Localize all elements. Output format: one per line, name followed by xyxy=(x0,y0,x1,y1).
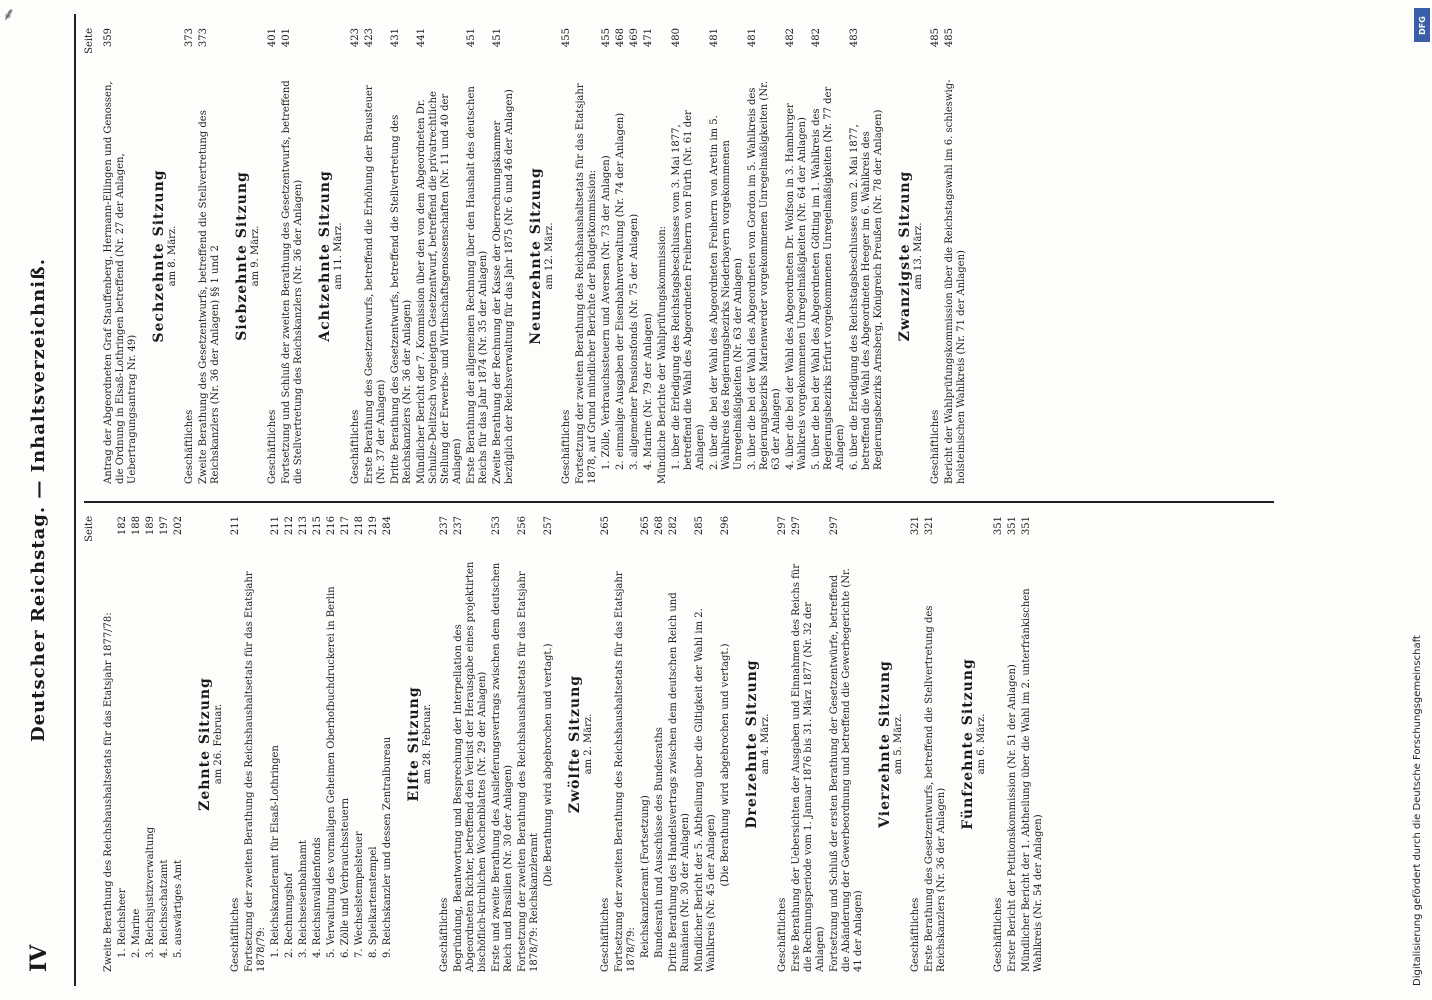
toc-entry xyxy=(575,28,599,484)
sitzung-title: Zehnte Sitzung xyxy=(197,677,213,811)
toc-entry xyxy=(326,516,338,972)
entry-text: Dritte Berathung des Handelsvertrags zwischen dem deutschen Reich und Rumänien (Nr. 30 der Anlagen) xyxy=(668,592,691,972)
sitzung-date: am 5. März. xyxy=(893,713,904,775)
entry-text: Geschäftliches xyxy=(930,409,941,484)
column-divider xyxy=(84,501,1274,503)
entry-text: Antrag der Abgeordneten Graf Stauffenberg, Hermann-Ellingen und Genossen, die Ordnung in Elsaß-Lothringen betreffend (Nr. 27 der Anlagen, Uebertragungsantrag Nr. 49) xyxy=(103,81,138,484)
toc-entry xyxy=(184,28,196,484)
entry-text: Mündlicher Bericht der 5. Abtheilung über die Giltigkeit der Wahl im 2. Wahlkreis (Nr. 45 der Anlagen) xyxy=(694,608,717,972)
entry-text: Fortsetzung der zweiten Berathung des Reichshaushaltsetats für das Etatsjahr 1878, auf Grund mündlicher Berichte der Budgetkommission: xyxy=(575,83,598,484)
toc-entry xyxy=(453,516,489,972)
entry-text: Fortsetzung und Schluß der zweiten Berathung des Gesetzentwurfs, betreffend die Stellvertretung des Reichskanzlers (Nr. 36 der Anlagen) xyxy=(281,80,304,484)
entry-page: 351 xyxy=(1021,516,1032,536)
sitzung-date: am 2. März. xyxy=(583,713,594,775)
toc-entry xyxy=(694,516,718,972)
entry-page: 189 xyxy=(145,516,156,536)
entry-page: 321 xyxy=(924,516,935,536)
toc-entry xyxy=(117,516,129,972)
entry-text: 5. über die bei der Wahl des Abgeordneten Götting im 1. Wahlkreis des Regierungsbezirks Erfurt vorgekommenen Unregelmäßigkeiten (Nr. 77 der Anlagen) xyxy=(811,86,846,470)
toc-entry xyxy=(354,516,366,972)
entry-text: (Die Berathung wird abgebrochen und vertagt.) xyxy=(720,643,731,887)
entry-text: 3. allgemeiner Pensionsfonds (Nr. 75 der Anlagen) xyxy=(629,213,640,470)
toc-entry xyxy=(643,28,655,484)
right-entries xyxy=(103,28,968,484)
entry-text: Erste Berathung des Gesetzentwurfs, betreffend die Erhöhung der Brausteuer (Nr. 37 der Anlagen) xyxy=(364,85,387,484)
toc-entry xyxy=(281,28,305,484)
toc-entry xyxy=(491,516,515,972)
toc-entry xyxy=(657,28,669,484)
toc-entry xyxy=(747,28,783,484)
entry-page: 351 xyxy=(1007,516,1018,536)
page-number: IV xyxy=(26,944,52,972)
entry-text: 4. über die bei der Wahl des Abgeordneten Dr. Wolfson in 3. Hamburger Wahlkreis vorgekommenen Unregelmäßigkeiten (Nr. 64 der Anlagen) xyxy=(785,103,808,470)
entry-text: 2. Rechnungshof xyxy=(284,872,295,958)
entry-page: 373 xyxy=(198,28,209,48)
toc-entry xyxy=(671,28,707,484)
entry-text: Dritte Berathung des Gesetzentwurfs, betreffend die Stellvertretung des Reichskanzlers (Nr. 36 der Anlagen) xyxy=(390,114,413,484)
sitzung-date: am 26. Februar. xyxy=(213,703,224,785)
entry-page: 211 xyxy=(270,516,281,536)
entry-page: 297 xyxy=(829,516,840,536)
entry-text: Geschäftliches xyxy=(267,409,278,484)
entry-page: 351 xyxy=(993,516,1004,536)
sitzung-date: am 8. März. xyxy=(167,225,178,287)
entry-text: 4. Reichsinvalidenfonds xyxy=(312,837,323,958)
entry-page: 485 xyxy=(930,28,941,48)
toc-entry xyxy=(230,516,242,972)
entry-page: 215 xyxy=(312,516,323,536)
entry-page: 441 xyxy=(416,28,427,48)
entry-text: 6. Zölle und Verbrauchssteuern xyxy=(340,797,351,958)
toc-entry xyxy=(601,28,613,484)
entry-text: Mündliche Berichte der Wahlprüfungskommission: xyxy=(657,225,668,484)
toc-entry xyxy=(640,516,652,972)
entry-text: Zweite Berathung der Rechnung der Kasse der Oberrechnungskammer bezüglich der Reichsverwaltung für das Jahr 1875 (Nr. 6 und 46 der Anlagen) xyxy=(492,89,515,484)
entry-text: 7. Wechselstempelsteuer xyxy=(354,831,365,958)
entry-text: 5. auswärtiges Amt xyxy=(173,859,184,958)
entry-page: 485 xyxy=(944,28,955,48)
entry-text: 2. einmalige Ausgaben der Eisenbahnverwaltung (Nr. 74 der Anlagen) xyxy=(615,112,626,470)
entry-page: 237 xyxy=(453,516,464,536)
toc-entry xyxy=(312,516,324,972)
toc-entry xyxy=(785,28,809,484)
page-title: Deutscher Reichstag. — Inhaltsverzeichniß. xyxy=(28,258,49,743)
entry-page xyxy=(244,516,268,550)
entry-text: 4. Marine (Nr. 79 der Anlagen) xyxy=(643,313,654,470)
entry-text: Zweite Berathung des Gesetzentwurfs, betreffend die Stellvertretung des Reichskanzlers (Nr. 36 der Anlagen) §§ 1 und 2 xyxy=(198,110,221,484)
entry-text: 2. über die bei der Wahl des Abgeordneten Freiherrn von Aretin im 5. Wahlkreis des Regierungsbezirks Niederbayern vorgekommenen Unregelmäßigkeiten (Nr. 63 der Anlagen) xyxy=(709,115,744,470)
seite-label-right: Seite xyxy=(84,28,95,54)
entry-page: 237 xyxy=(439,516,450,536)
entry-text: 8. Spielkartenstempel xyxy=(368,846,379,958)
toc-entry xyxy=(198,28,222,484)
entry-page: 188 xyxy=(131,516,142,536)
entry-text: Erste und zweite Berathung des Auslieferungsvertrags zwischen dem deutschen Reich und Brasilien (Nr. 30 der Anlagen) xyxy=(491,562,514,972)
entry-text: Mündlicher Bericht der 1. Abtheilung über die Wahl im 2. unterfränkischen Wahlkreis (Nr. 54 der Anlagen) xyxy=(1021,588,1044,972)
toc-entry xyxy=(416,28,464,484)
toc-entry xyxy=(131,516,143,972)
entry-page: 296 xyxy=(720,516,731,536)
entry-page: 471 xyxy=(643,28,654,48)
entry-text: Geschäftliches xyxy=(777,897,788,972)
toc-entry xyxy=(615,28,627,484)
entry-text: Bericht der Wahlprüfungskommission über die Reichstagswahl im 6. schleswig-holsteinischen Wahlkreis (Nr. 71 der Anlagen) xyxy=(944,79,967,484)
seite-label: Seite xyxy=(84,516,95,542)
entry-page: 401 xyxy=(281,28,292,48)
sitzung-date: am 4. März. xyxy=(760,713,771,775)
entry-text: Erste Berathung der allgemeinen Rechnung über den Haushalt des deutschen Reichs für das Jahr 1874 (Nr. 35 der Anlagen) xyxy=(466,86,489,484)
toc-entry xyxy=(492,28,516,484)
toc-entry xyxy=(614,516,638,972)
entry-text: Geschäftliches xyxy=(910,897,921,972)
entry-page: 481 xyxy=(709,28,720,48)
entry-page: 359 xyxy=(103,28,114,48)
sitzung-title: Elfte Sitzung xyxy=(406,686,422,802)
toc-entry xyxy=(1007,516,1019,972)
toc-entry xyxy=(350,28,362,484)
entry-page: 297 xyxy=(777,516,788,536)
toc-entry xyxy=(267,28,279,484)
toc-entry xyxy=(517,516,541,972)
sitzung-date: am 9. März. xyxy=(250,225,261,287)
entry-text: Reichskanzleramt (Fortsetzung) xyxy=(640,795,651,958)
entry-text: 1. Zölle, Verbrauchssteuern und Aversen (Nr. 73 der Anlagen) xyxy=(601,155,612,470)
page-header xyxy=(22,14,62,986)
entry-page: 253 xyxy=(491,516,502,536)
entry-page: 216 xyxy=(326,516,337,536)
toc-entry xyxy=(159,516,171,972)
entry-page: 455 xyxy=(601,28,612,48)
entry-text: Geschäftliches xyxy=(561,409,572,484)
entry-text: 5. Verwaltung des vormaligen Geheimen Oberhofbuchdruckerei in Berlin xyxy=(326,586,337,958)
toc-entry xyxy=(629,28,641,484)
toc-entry xyxy=(791,516,827,972)
entry-page: 211 xyxy=(230,516,241,536)
entry-text: 3. über die bei der Wahl des Abgeordneten von Gordon im 5. Wahlkreis des Regierungsbezirks Marienwerder vorgekommenen Unregelmäßigkeiten (Nr. 63 der Anlagen) xyxy=(747,81,782,470)
entry-page: 482 xyxy=(811,28,822,48)
sitzung-title: Zwölfte Sitzung xyxy=(567,674,583,814)
entry-page: 217 xyxy=(340,516,351,536)
toc-entry xyxy=(364,28,388,484)
toc-entry xyxy=(466,28,490,484)
sitzung-date: am 28. Februar. xyxy=(422,703,433,785)
toc-entry xyxy=(829,516,865,972)
toc-entry xyxy=(668,516,692,972)
entry-page: 256 xyxy=(517,516,528,536)
entry-page: 213 xyxy=(298,516,309,536)
toc-entry xyxy=(777,516,789,972)
entry-text: Bundesrath und Ausschüsse des Bundesraths xyxy=(654,727,665,958)
entry-text: Geschäftliches xyxy=(230,897,241,972)
sitzung-title: Vierzehnte Sitzung xyxy=(877,660,893,828)
toc-entry xyxy=(600,516,612,972)
toc-entry xyxy=(284,516,296,972)
toc-entry xyxy=(382,516,394,972)
sitzung-date: am 6. März. xyxy=(976,713,987,775)
entry-page: 482 xyxy=(785,28,796,48)
funding-note: Digitalisierung gefördert durch die Deutsche Forschungsgemeinschaft xyxy=(1412,635,1423,986)
toc-entry xyxy=(849,28,885,484)
entry-text: Geschäftliches xyxy=(350,409,361,484)
entry-text: Geschäftliches xyxy=(184,409,195,484)
entry-text: Fortsetzung der zweiten Berathung des Reichshaushaltsetats für das Etatsjahr 1878/79: xyxy=(614,571,637,972)
entry-page xyxy=(657,28,669,62)
entry-text: Geschäftliches xyxy=(993,897,1004,972)
sitzung-title: Siebzehnte Sitzung xyxy=(234,171,250,341)
toc-entry xyxy=(944,28,968,484)
entry-text: Fortsetzung der zweiten Berathung des Reichshaushaltsetats für das Etatsjahr 1878/79: xyxy=(244,571,267,972)
entry-page: 257 xyxy=(543,516,554,536)
toc-entry xyxy=(709,28,745,484)
entry-text: 2. Marine xyxy=(131,908,142,958)
entry-page: 182 xyxy=(117,516,128,536)
entry-page: 373 xyxy=(184,28,195,48)
entry-text: Begründung, Beantwortung und Besprechung der Interpellation des Abgeordneten Richter, betreffend den Verlust der Herausgabe eines projektirten bischöflich-kirchlichen Wochenblattes (Nr. 29 der Anlagen) xyxy=(453,561,488,972)
sitzung-date: am 12. März. xyxy=(544,222,555,290)
entry-text: 1. Reichsheer xyxy=(117,888,128,958)
entry-text: 3. Reichseisenbahnamt xyxy=(298,840,309,958)
sitzung-title: Sechzehnte Sitzung xyxy=(151,169,167,343)
entry-page: 469 xyxy=(629,28,640,48)
toc-entry xyxy=(298,516,310,972)
toc-entry xyxy=(930,28,942,484)
entry-page: 423 xyxy=(350,28,361,48)
entry-page xyxy=(575,28,599,62)
note-entry xyxy=(543,516,555,972)
note-entry xyxy=(720,516,732,972)
left-entries xyxy=(103,516,1045,972)
entry-page: 265 xyxy=(640,516,651,536)
sitzung-title: Achtzehnte Sitzung xyxy=(317,170,333,342)
toc-entry xyxy=(924,516,948,972)
toc-entry xyxy=(1021,516,1045,972)
toc-entry xyxy=(390,28,414,484)
toc-entry xyxy=(270,516,282,972)
entry-page: 481 xyxy=(747,28,758,48)
entry-page: 285 xyxy=(694,516,705,536)
toc-entry xyxy=(910,516,922,972)
entry-text: Erste Berathung des Gesetzentwurfs, betreffend die Stellvertretung des Reichskanzlers (Nr. 36 der Anlagen) xyxy=(924,605,947,972)
entry-page: 212 xyxy=(284,516,295,536)
entry-page: 282 xyxy=(668,516,679,536)
entry-text: 1. über die Erledigung des Reichstagsbeschlusses vom 3. Mai 1877, betreffend die Wahl des Abgeordneten Freiherrn von Fürth (Nr. 61 der Anlagen) xyxy=(671,110,706,470)
right-column xyxy=(84,28,970,484)
entry-text: Geschäftliches xyxy=(600,897,611,972)
sitzung-title: Fünfzehnte Sitzung xyxy=(960,658,976,830)
entry-page: 219 xyxy=(368,516,379,536)
entry-text: (Die Berathung wird abgebrochen und vertagt.) xyxy=(543,643,554,887)
dfg-logo: DFG xyxy=(1414,8,1430,42)
entry-page: 202 xyxy=(173,516,184,536)
toc-entry xyxy=(103,516,115,972)
entry-text: 1. Reichskanzleramt für Elsaß-Lothringen xyxy=(270,745,281,958)
entry-page: 451 xyxy=(466,28,477,48)
toc-entry xyxy=(561,28,573,484)
entry-text: 6. über die Erledigung des Reichstagsbeschlusses vom 2. Mai 1877, betreffend die Wahl des Abgeordneten Heeger im 6. Wahlkreis des Regierungsbezirks Arnsberg, Königreich Preußen (Nr. 78 der Anlagen) xyxy=(849,109,884,470)
sitzung-date: am 13. März. xyxy=(913,222,924,290)
scan-mark-icon: ⸙ xyxy=(2,4,16,25)
toc-entry xyxy=(145,516,157,972)
header-rule xyxy=(74,14,76,986)
entry-page: 480 xyxy=(671,28,682,48)
entry-text: Erste Berathung der Uebersichten der Ausgaben und Einnahmen des Reichs für die Rechnungsperiode vom 1. Januar 1876 bis 31. März 1877 (Nr. 32 der Anlagen) xyxy=(791,563,826,972)
sitzung-date: am 11. März. xyxy=(333,222,344,290)
toc-entry xyxy=(244,516,268,972)
toc-entry xyxy=(811,28,847,484)
sitzung-title: Zwanzigste Sitzung xyxy=(897,170,913,342)
toc-entry xyxy=(340,516,352,972)
entry-page xyxy=(614,516,638,550)
sitzung-title: Neunzehnte Sitzung xyxy=(528,167,544,345)
entry-page: 423 xyxy=(364,28,375,48)
left-column xyxy=(84,516,1047,972)
entry-text: Geschäftliches xyxy=(439,897,450,972)
entry-page: 297 xyxy=(791,516,802,536)
entry-page: 218 xyxy=(354,516,365,536)
entry-page: 197 xyxy=(159,516,170,536)
entry-text: Zweite Berathung des Reichshaushaltsetats für das Etatsjahr 1877/78: xyxy=(103,612,114,972)
toc-entry xyxy=(439,516,451,972)
entry-text: 9. Reichskanzler und dessen Zentralbureau xyxy=(382,736,393,958)
entry-page: 401 xyxy=(267,28,278,48)
toc-entry xyxy=(173,516,185,972)
entry-text: Mündlicher Bericht der 7. Kommission über den von dem Abgeordneten Dr. Schulze-Delitzsch vorgelegten Gesetzentwurf, betreffend die privatrechtliche Stellung der Erwerbs- und Wirthschaftsgenossenschaften (Nr. 11 und 40 der Anlagen) xyxy=(416,91,463,484)
entry-page: 268 xyxy=(654,516,665,536)
entry-page: 284 xyxy=(382,516,393,536)
entry-text: Fortsetzung und Schluß der ersten Berathung der Gesetzentwürfe, betreffend die Abänderung der Gewerbeordnung und betreffend die Gewerbegerichte (Nr. 41 der Anlagen) xyxy=(829,568,864,972)
entry-page: 468 xyxy=(615,28,626,48)
entry-text: 4. Reichsschatzamt xyxy=(159,859,170,958)
entry-page: 483 xyxy=(849,28,860,48)
entry-text: Erster Bericht der Petitionskommission (Nr. 51 der Anlagen) xyxy=(1007,664,1018,972)
toc-entry xyxy=(993,516,1005,972)
entry-page: 455 xyxy=(561,28,572,48)
entry-page: 451 xyxy=(492,28,503,48)
toc-entry xyxy=(103,28,139,484)
toc-entry xyxy=(654,516,666,972)
entry-page xyxy=(103,516,115,550)
entry-text: 3. Reichsjustizverwaltung xyxy=(145,826,156,958)
entry-page: 265 xyxy=(600,516,611,536)
sitzung-title: Dreizehnte Sitzung xyxy=(744,659,760,829)
entry-page: 431 xyxy=(390,28,401,48)
entry-page: 321 xyxy=(910,516,921,536)
toc-entry xyxy=(368,516,380,972)
entry-text: Fortsetzung der zweiten Berathung des Reichshaushaltsetats für das Etatsjahr 1878/79: Reichskanzleramt xyxy=(517,571,540,972)
